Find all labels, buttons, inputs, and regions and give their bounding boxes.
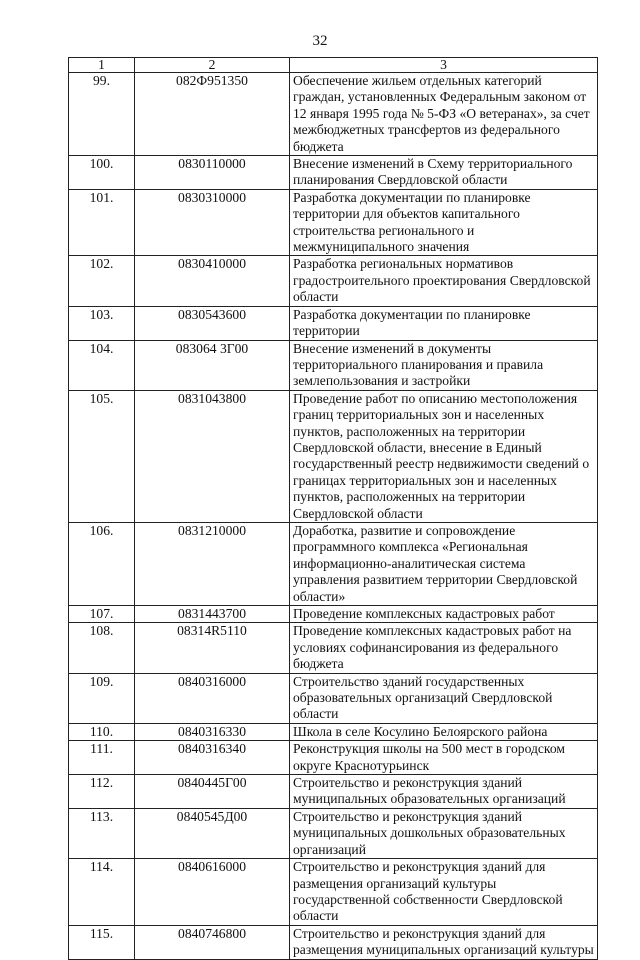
row-description: Строительство и реконструкция зданий муниципальных образовательных организаций xyxy=(290,775,598,809)
row-code: 0831043800 xyxy=(135,390,290,522)
table-row xyxy=(69,256,598,306)
row-code: 0840316000 xyxy=(135,673,290,723)
row-code: 0831443700 xyxy=(135,606,290,623)
row-code: 0830310000 xyxy=(135,189,290,256)
row-code: 0831210000 xyxy=(135,522,290,605)
table-row xyxy=(69,723,598,740)
row-code: 0840445Г00 xyxy=(135,775,290,809)
row-number: 105. xyxy=(69,390,135,522)
row-number: 103. xyxy=(69,306,135,340)
table-row xyxy=(69,156,598,190)
page-number: 32 xyxy=(312,33,328,49)
table-row xyxy=(69,340,598,390)
column-header-number: 1 xyxy=(69,58,135,73)
column-header-description: 3 xyxy=(290,58,598,73)
row-description: Проведение работ по описанию местоположения границ территориальных зон и населенных пунктов, расположенных на территории Свердловской области, внесение в Единый государственный реестр недвижимости сведений о границах территориальных зон и населенных пунктов, расположенных на территории Свердловской области xyxy=(290,390,598,522)
row-code: 0840316330 xyxy=(135,723,290,740)
row-description: Проведение комплексных кадастровых работ на условиях софинансирования из федерального бюджета xyxy=(290,623,598,673)
row-code: 0840316340 xyxy=(135,741,290,775)
row-code: 0840616000 xyxy=(135,859,290,926)
row-code: 0840746800 xyxy=(135,925,290,959)
budget-classification-table xyxy=(68,57,598,960)
row-number: 110. xyxy=(69,723,135,740)
table-row xyxy=(69,925,598,959)
row-code: 0830110000 xyxy=(135,156,290,190)
row-description: Строительство зданий государственных образовательных организаций Свердловской области xyxy=(290,673,598,723)
row-description: Внесение изменений в документы территориального планирования и правила землепользования и застройки xyxy=(290,340,598,390)
row-description: Разработка региональных нормативов градостроительного проектирования Свердловской области xyxy=(290,256,598,306)
table-row xyxy=(69,189,598,256)
table-row xyxy=(69,390,598,522)
row-number: 100. xyxy=(69,156,135,190)
row-description: Строительство и реконструкция зданий для размещения организаций культуры государственной собственности Свердловской области xyxy=(290,859,598,926)
row-description: Разработка документации по планировке территории для объектов капитального строительства регионального и межмуниципального значения xyxy=(290,189,598,256)
row-code: 0830543600 xyxy=(135,306,290,340)
table-row xyxy=(69,522,598,605)
table-row xyxy=(69,808,598,858)
row-description: Разработка документации по планировке территории xyxy=(290,306,598,340)
row-number: 109. xyxy=(69,673,135,723)
table-row xyxy=(69,673,598,723)
row-number: 114. xyxy=(69,859,135,926)
row-number: 102. xyxy=(69,256,135,306)
table-row xyxy=(69,606,598,623)
row-number: 99. xyxy=(69,73,135,156)
column-header-code: 2 xyxy=(135,58,290,73)
table-row xyxy=(69,859,598,926)
table-row xyxy=(69,306,598,340)
row-code: 0840545Д00 xyxy=(135,808,290,858)
row-code: 082Ф951350 xyxy=(135,73,290,156)
row-number: 115. xyxy=(69,925,135,959)
table-row xyxy=(69,623,598,673)
table-row xyxy=(69,73,598,156)
row-description: Реконструкция школы на 500 мест в городском округе Краснотурьинск xyxy=(290,741,598,775)
row-number: 113. xyxy=(69,808,135,858)
row-number: 106. xyxy=(69,522,135,605)
row-number: 107. xyxy=(69,606,135,623)
row-code: 083064 3Г00 xyxy=(135,340,290,390)
row-description: Внесение изменений в Схему территориального планирования Свердловской области xyxy=(290,156,598,190)
row-number: 101. xyxy=(69,189,135,256)
row-description: Строительство и реконструкция зданий муниципальных дошкольных образовательных организаций xyxy=(290,808,598,858)
table-row xyxy=(69,741,598,775)
row-description: Проведение комплексных кадастровых работ xyxy=(290,606,598,623)
row-code: 08314R5110 xyxy=(135,623,290,673)
row-description: Школа в селе Косулино Белоярского района xyxy=(290,723,598,740)
row-number: 104. xyxy=(69,340,135,390)
row-code: 0830410000 xyxy=(135,256,290,306)
row-description: Доработка, развитие и сопровождение программного комплекса «Региональная информационно-аналитическая система управления развитием территории Свердловской области» xyxy=(290,522,598,605)
table-header-row xyxy=(69,58,598,73)
row-description: Строительство и реконструкция зданий для размещения муниципальных организаций культуры xyxy=(290,925,598,959)
row-number: 108. xyxy=(69,623,135,673)
row-number: 111. xyxy=(69,741,135,775)
row-number: 112. xyxy=(69,775,135,809)
table-row xyxy=(69,775,598,809)
row-description: Обеспечение жильем отдельных категорий граждан, установленных Федеральным законом от 12 января 1995 года № 5-ФЗ «О ветеранах», за счет межбюджетных трансфертов из федерального бюджета xyxy=(290,73,598,156)
